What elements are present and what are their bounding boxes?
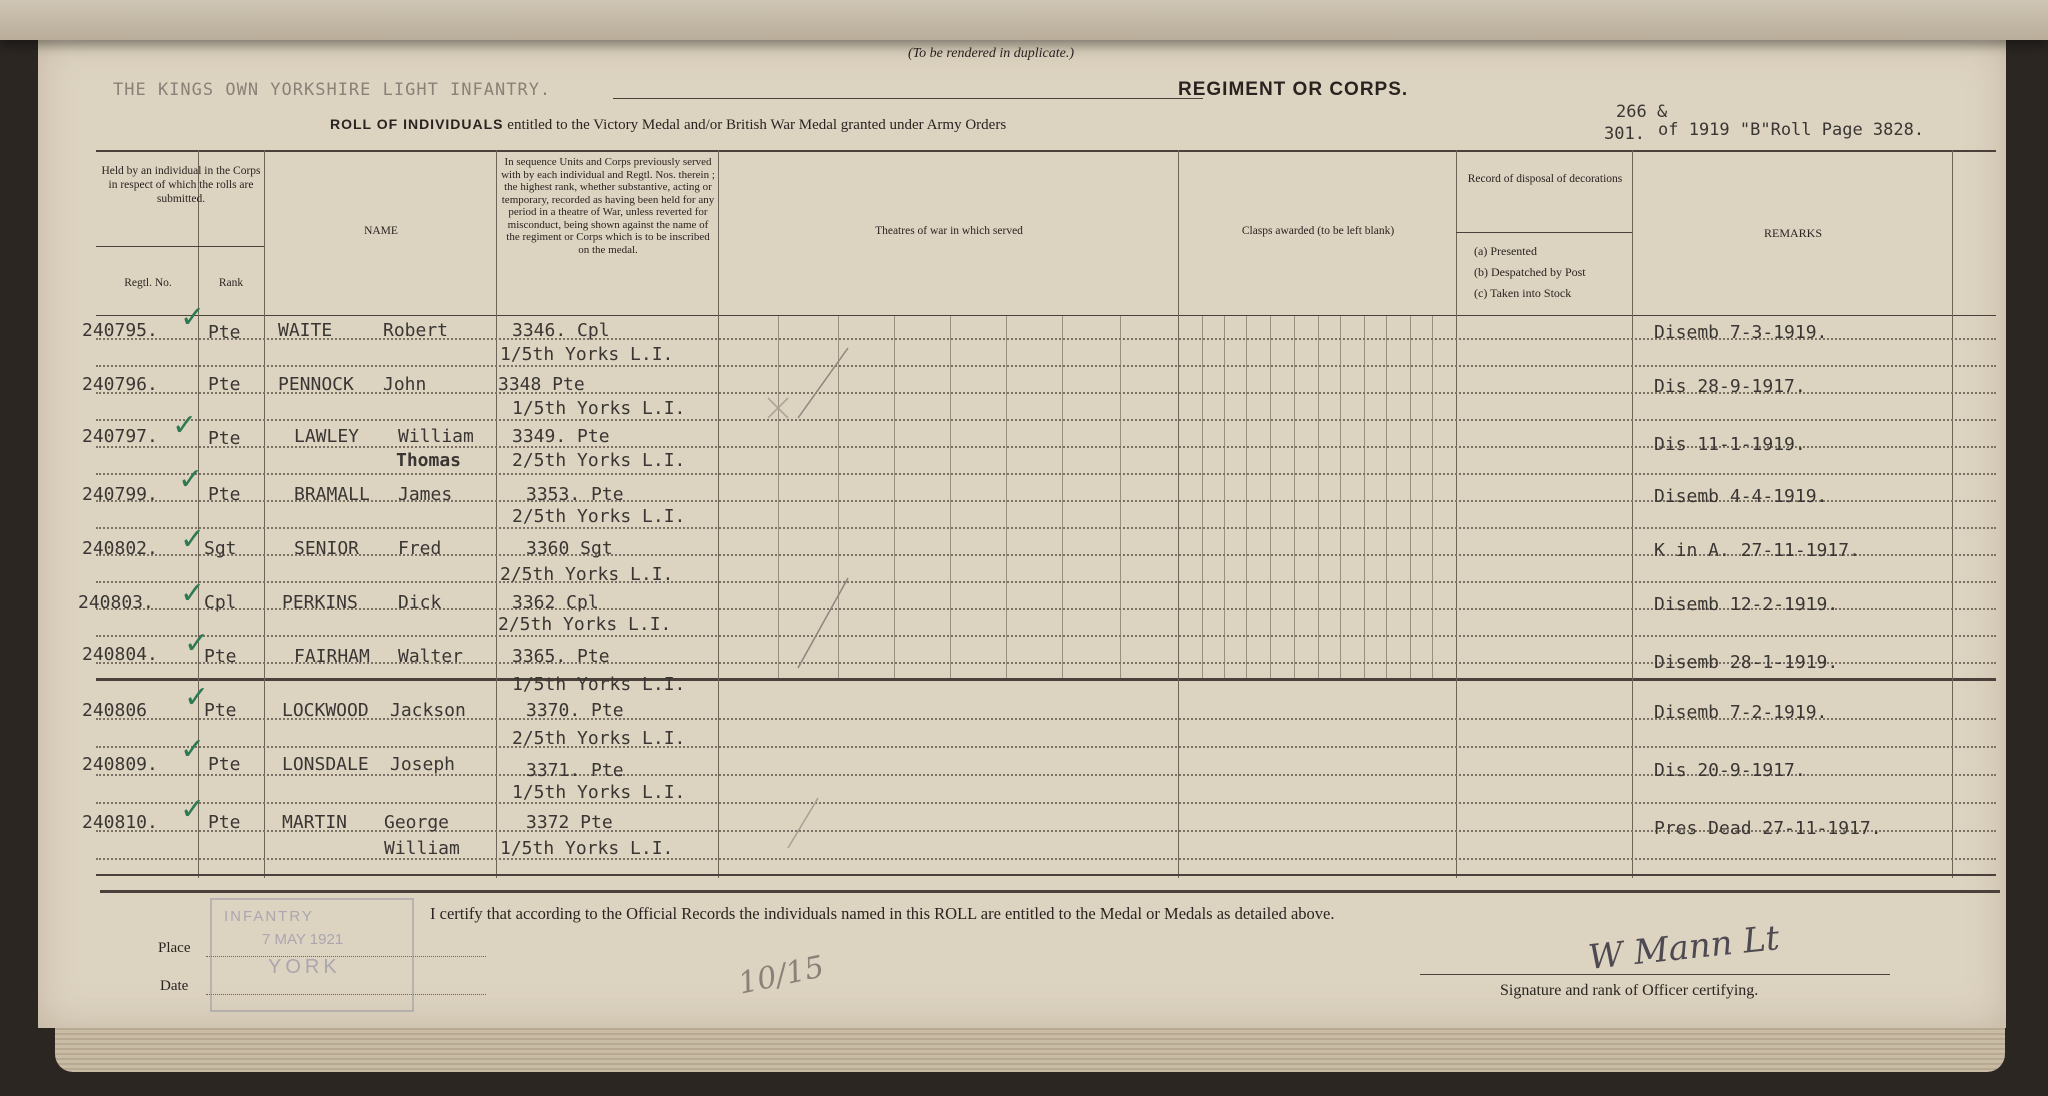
unit-number-rank: 3349. Pte	[512, 426, 610, 447]
check-mark: ✓	[184, 680, 210, 715]
rank: Pte	[208, 754, 241, 775]
roll-title-bold: ROLL OF INDIVIDUALS	[330, 116, 504, 132]
forename-second: William	[384, 838, 460, 859]
check-mark: ✓	[184, 626, 210, 661]
check-mark: ✓	[180, 300, 206, 335]
held-by-header: Held by an individual in the Corps in respect of which the rolls are submitted.	[101, 165, 261, 205]
date-label: Date	[160, 978, 189, 994]
surname: BRAMALL	[294, 484, 370, 505]
regtl-no: 240796.	[82, 374, 158, 395]
forename: James	[398, 484, 453, 505]
roll-ref-page: of 1919 "B"Roll Page 3828.	[1658, 120, 1925, 140]
unit-battalion: 1/5th Yorks L.I.	[512, 398, 686, 419]
forename: Jackson	[390, 700, 466, 721]
unit-number-rank: 3371. Pte	[526, 760, 624, 781]
rank: Pte	[204, 700, 237, 721]
regtl-no: 240809.	[82, 754, 158, 775]
rank: Pte	[208, 428, 241, 449]
name-header: NAME	[364, 225, 398, 237]
certify-text: I certify that according to the Official Records the individuals named in this ROLL are entitled to the Medal or Medals as detailed above.	[430, 904, 1335, 923]
regtl-no: 240803.	[78, 592, 154, 613]
place-label: Place	[158, 940, 191, 956]
unit-battalion: 2/5th Yorks L.I.	[498, 614, 672, 635]
surname: FAIRHAM	[294, 646, 370, 667]
regiment-name: THE KINGS OWN YORKSHIRE LIGHT INFANTRY.	[113, 80, 552, 100]
remarks: Dis 11-1-1919.	[1654, 434, 1806, 455]
unit-number-rank: 3353. Pte	[526, 484, 624, 505]
surname: LONSDALE	[282, 754, 369, 775]
rank: Pte	[208, 374, 241, 395]
remarks-header: REMARKS	[1763, 226, 1822, 240]
rank: Cpl	[204, 592, 237, 613]
rank: Pte	[208, 484, 241, 505]
duplicate-note: (To be rendered in duplicate.)	[908, 46, 1075, 61]
forename: Joseph	[390, 754, 456, 775]
surname: LOCKWOOD	[282, 700, 369, 721]
remarks: Disemb 4-4-1919.	[1654, 486, 1828, 507]
remarks: Disemb 12-2-1919.	[1654, 594, 1839, 615]
rank: Pte	[204, 646, 237, 667]
regtl-no: 240804.	[82, 644, 158, 665]
signature-label: Signature and rank of Officer certifying.	[1500, 982, 1759, 999]
unit-battalion: 1/5th Yorks L.I.	[500, 838, 674, 859]
previous-page-edge	[0, 0, 2048, 40]
signature-line	[1420, 974, 1890, 975]
clasps-header: Clasps awarded (to be left blank)	[1241, 225, 1395, 237]
unit-battalion: 2/5th Yorks L.I.	[512, 728, 686, 749]
pencil-note: 10/15	[735, 949, 828, 1002]
roll-ref-top: 266 &	[1616, 102, 1668, 122]
disposal-a: (a) Presented	[1474, 244, 1537, 258]
regiment-label: REGIMENT OR CORPS.	[1178, 79, 1409, 100]
regtl-no: 240806	[82, 700, 148, 721]
regtl-no: 240799.	[82, 484, 158, 505]
forename: William	[398, 426, 474, 447]
remarks: Dis 28-9-1917.	[1654, 376, 1806, 397]
theatres-header: Theatres of war in which served	[875, 225, 1023, 237]
remarks: Disemb 7-3-1919.	[1654, 322, 1828, 343]
rank: Sgt	[204, 538, 237, 559]
forename: John	[383, 374, 427, 395]
unit-battalion: 1/5th Yorks L.I.	[512, 674, 686, 695]
check-mark: ✓	[180, 522, 206, 557]
forename: George	[384, 812, 450, 833]
unit-number-rank: 3372 Pte	[526, 812, 613, 833]
check-mark: ✓	[172, 408, 198, 443]
forename: Robert	[383, 320, 449, 341]
regtl-no: 240810.	[82, 812, 158, 833]
surname: PENNOCK	[278, 374, 354, 395]
officer-signature: W Mann Lt	[1586, 918, 1782, 978]
unit-number-rank: 3360 Sgt	[526, 538, 613, 559]
unit-number-rank: 3348 Pte	[498, 374, 585, 395]
remarks: Disemb 28-1-1919.	[1654, 652, 1839, 673]
rank: Pte	[208, 322, 241, 343]
footer-region	[38, 38, 2006, 1028]
regtl-no: 240795.	[82, 320, 158, 341]
remarks: Pres Dead 27-11-1917.	[1654, 818, 1882, 839]
forename: Dick	[398, 592, 442, 613]
remarks: K in A. 27-11-1917.	[1654, 540, 1860, 561]
remarks: Dis 20-9-1917.	[1654, 760, 1806, 781]
check-mark: ✓	[180, 732, 206, 767]
surname: SENIOR	[294, 538, 360, 559]
unit-number-rank: 3362 Cpl	[512, 592, 599, 613]
unit-number-rank: 3365. Pte	[512, 646, 610, 667]
roll-ref-bottom: 301.	[1604, 124, 1645, 144]
check-mark: ✓	[178, 462, 204, 497]
stamp-line-2: 7 MAY 1921	[262, 931, 344, 948]
unit-battalion: 1/5th Yorks L.I.	[500, 344, 674, 365]
roll-title-rest: entitled to the Victory Medal and/or British War Medal granted under Army Orders	[507, 117, 1007, 133]
stamp-line-3: YORK	[268, 956, 341, 978]
unit-battalion: 2/5th Yorks L.I.	[512, 450, 686, 471]
rank-header: Rank	[218, 277, 244, 289]
unit-battalion: 1/5th Yorks L.I.	[512, 782, 686, 803]
unit-battalion: 2/5th Yorks L.I.	[500, 564, 674, 585]
forename: Walter	[398, 646, 464, 667]
surname: WAITE	[278, 320, 333, 341]
stamp-line-1: INFANTRY	[224, 908, 314, 925]
regtl-no-header: Regtl. No.	[124, 277, 172, 289]
footer-top-rule	[100, 890, 2000, 893]
unit-number-rank: 3346. Cpl	[512, 320, 610, 341]
rank: Pte	[208, 812, 241, 833]
unit-battalion: 2/5th Yorks L.I.	[512, 506, 686, 527]
surname: PERKINS	[282, 592, 358, 613]
check-mark: ✓	[180, 576, 206, 611]
forename-second: Thomas	[396, 450, 462, 471]
units-header: In sequence Units and Corps previously served with by each individual and Regtl. Nos. therein ; the highest rank, whether substantive, acting or temporary, recorded as having been held for any period in a theatre of War, unless reverted for misconduct, being shown against the name of the regiment or Corps which is to be inscribed on the medal.	[501, 156, 715, 256]
disposal-b: (b) Despatched by Post	[1474, 265, 1586, 279]
regtl-no: 240797.	[82, 426, 158, 447]
office-stamp	[210, 898, 414, 1012]
check-mark: ✓	[180, 792, 206, 827]
surname: MARTIN	[282, 812, 348, 833]
disposal-c: (c) Taken into Stock	[1474, 286, 1572, 300]
surname: LAWLEY	[294, 426, 360, 447]
forename: Fred	[398, 538, 442, 559]
regtl-no: 240802.	[82, 538, 158, 559]
unit-number-rank: 3370. Pte	[526, 700, 624, 721]
remarks: Disemb 7-2-1919.	[1654, 702, 1828, 723]
disposal-header: Record of disposal of decorations	[1467, 173, 1623, 185]
